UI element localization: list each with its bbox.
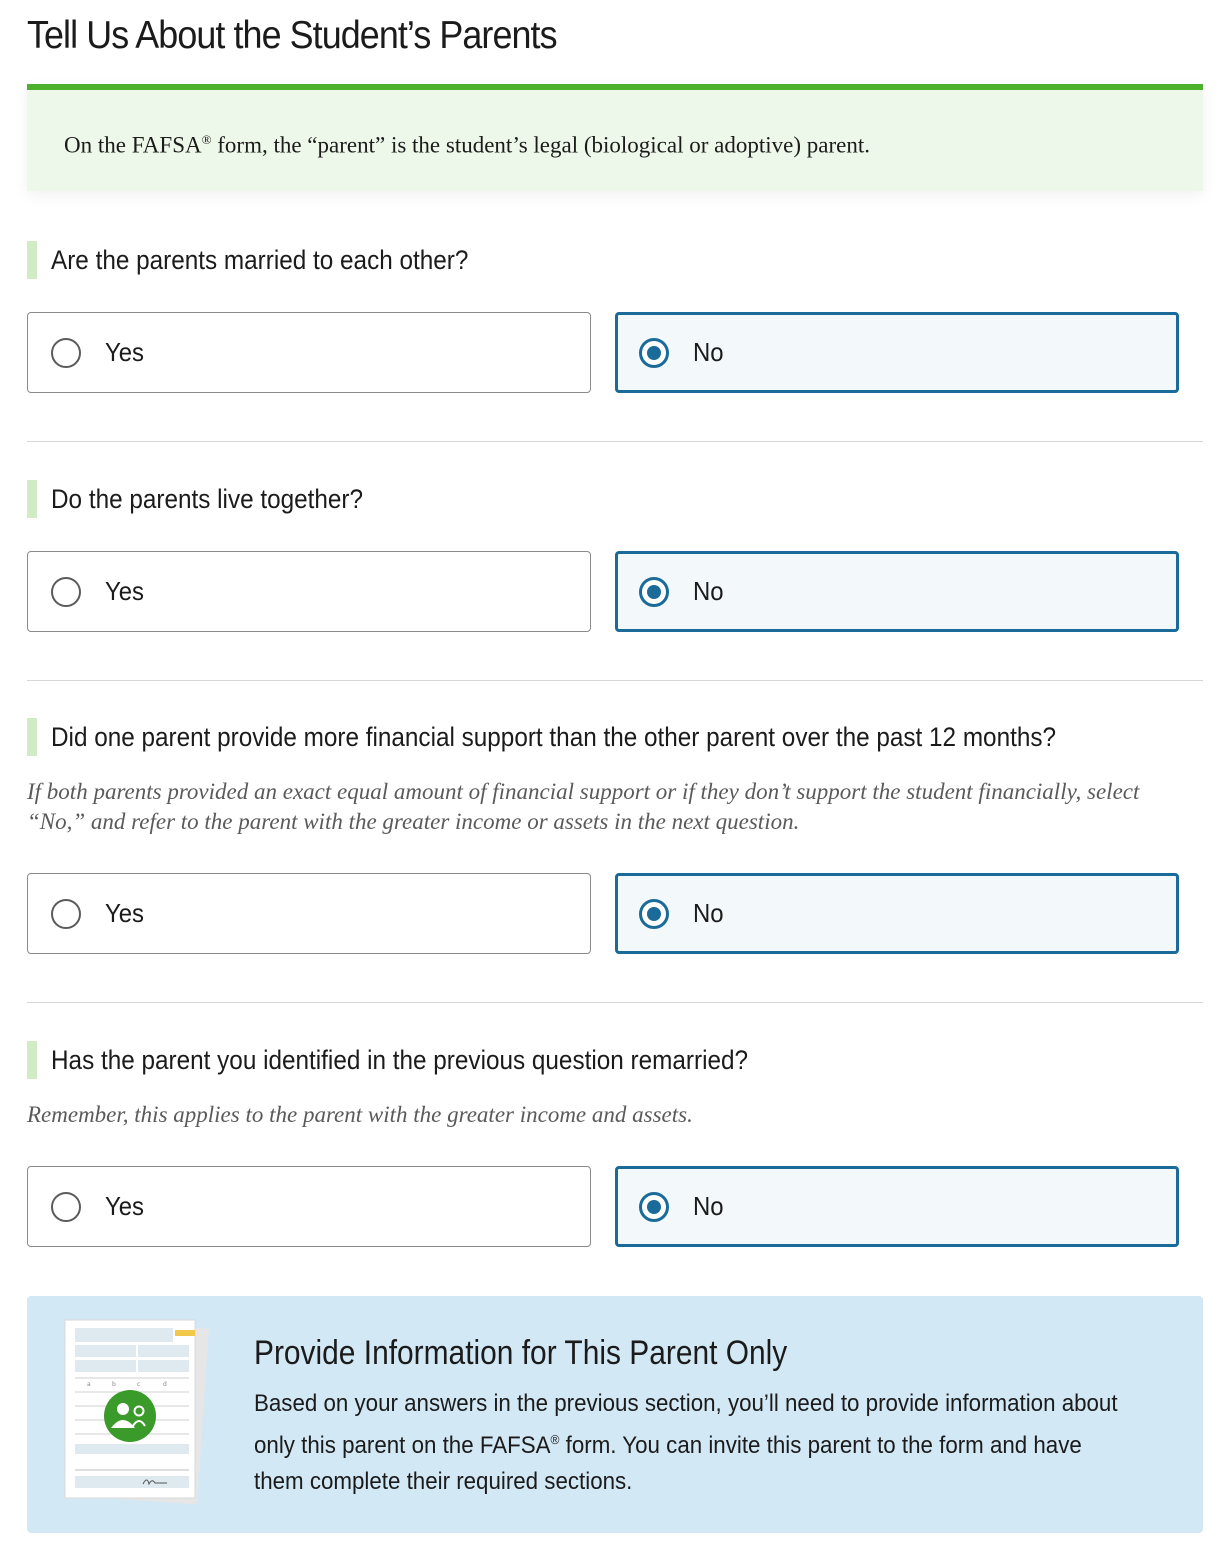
divider <box>27 1002 1203 1003</box>
married-yes-option[interactable] <box>27 312 591 393</box>
info-alert <box>27 84 1203 191</box>
option-label: No <box>693 898 724 928</box>
radio-checked-icon[interactable] <box>639 577 669 607</box>
question-remarried-label <box>27 1041 825 1079</box>
question-financial-support-label <box>27 718 1168 756</box>
married-no-option[interactable] <box>615 312 1179 393</box>
radio-unchecked-icon[interactable] <box>51 1192 81 1222</box>
question-married-label <box>27 241 515 279</box>
question-text: Do the parents live together? <box>51 483 364 514</box>
financial-support-no-option[interactable] <box>615 873 1179 954</box>
radio-unchecked-icon[interactable] <box>51 338 81 368</box>
question-hint: If both parents provided an exact equal amount of financial support or if they don’t support the student financially, select “No,” and refer to the parent with the greater income or assets in the next question. <box>27 779 1140 834</box>
radio-checked-icon[interactable] <box>639 899 669 929</box>
document-parent-icon <box>57 1312 222 1512</box>
option-label: Yes <box>105 1191 145 1221</box>
option-label: Yes <box>105 337 145 367</box>
info-alert-text: On the FAFSA® form, the “parent” is the student’s legal (biological or adoptive) parent. <box>64 132 870 158</box>
svg-text:b: b <box>112 1381 116 1388</box>
radio-unchecked-icon[interactable] <box>51 899 81 929</box>
parent-info-callout <box>27 1296 1203 1533</box>
svg-text:c: c <box>137 1381 141 1388</box>
question-accent-bar <box>27 480 37 518</box>
option-label: No <box>693 1191 724 1221</box>
question-text: Are the parents married to each other? <box>51 244 469 275</box>
option-label: Yes <box>105 898 145 928</box>
option-label: No <box>693 576 724 606</box>
live-together-no-option[interactable] <box>615 551 1179 632</box>
page-title: Tell Us About the Student’s Parents <box>27 14 557 57</box>
svg-text:d: d <box>163 1381 167 1388</box>
divider <box>27 441 1203 442</box>
question-accent-bar <box>27 1041 37 1079</box>
question-text: Did one parent provide more financial support than the other parent over the past 12 months? <box>51 721 1057 752</box>
question-accent-bar <box>27 718 37 756</box>
remarried-no-option[interactable] <box>615 1166 1179 1247</box>
radio-checked-icon[interactable] <box>639 338 669 368</box>
financial-support-yes-option[interactable] <box>27 873 591 954</box>
callout-title: Provide Information for This Parent Only <box>254 1334 788 1372</box>
live-together-yes-option[interactable] <box>27 551 591 632</box>
question-accent-bar <box>27 241 37 279</box>
question-live-together-label <box>27 480 398 518</box>
remarried-yes-option[interactable] <box>27 1166 591 1247</box>
option-label: Yes <box>105 576 145 606</box>
divider <box>27 680 1203 681</box>
question-hint: Remember, this applies to the parent with the greater income and assets. <box>27 1102 693 1127</box>
callout-body: Based on your answers in the previous section, you’ll need to provide information about only this parent on the FAFSA® form. You can invite this parent to the form and have them complete their required sections. <box>254 1390 1118 1495</box>
option-label: No <box>693 337 724 367</box>
svg-text:a: a <box>87 1381 91 1388</box>
radio-checked-icon[interactable] <box>639 1192 669 1222</box>
radio-unchecked-icon[interactable] <box>51 577 81 607</box>
question-text: Has the parent you identified in the previous question remarried? <box>51 1044 749 1075</box>
